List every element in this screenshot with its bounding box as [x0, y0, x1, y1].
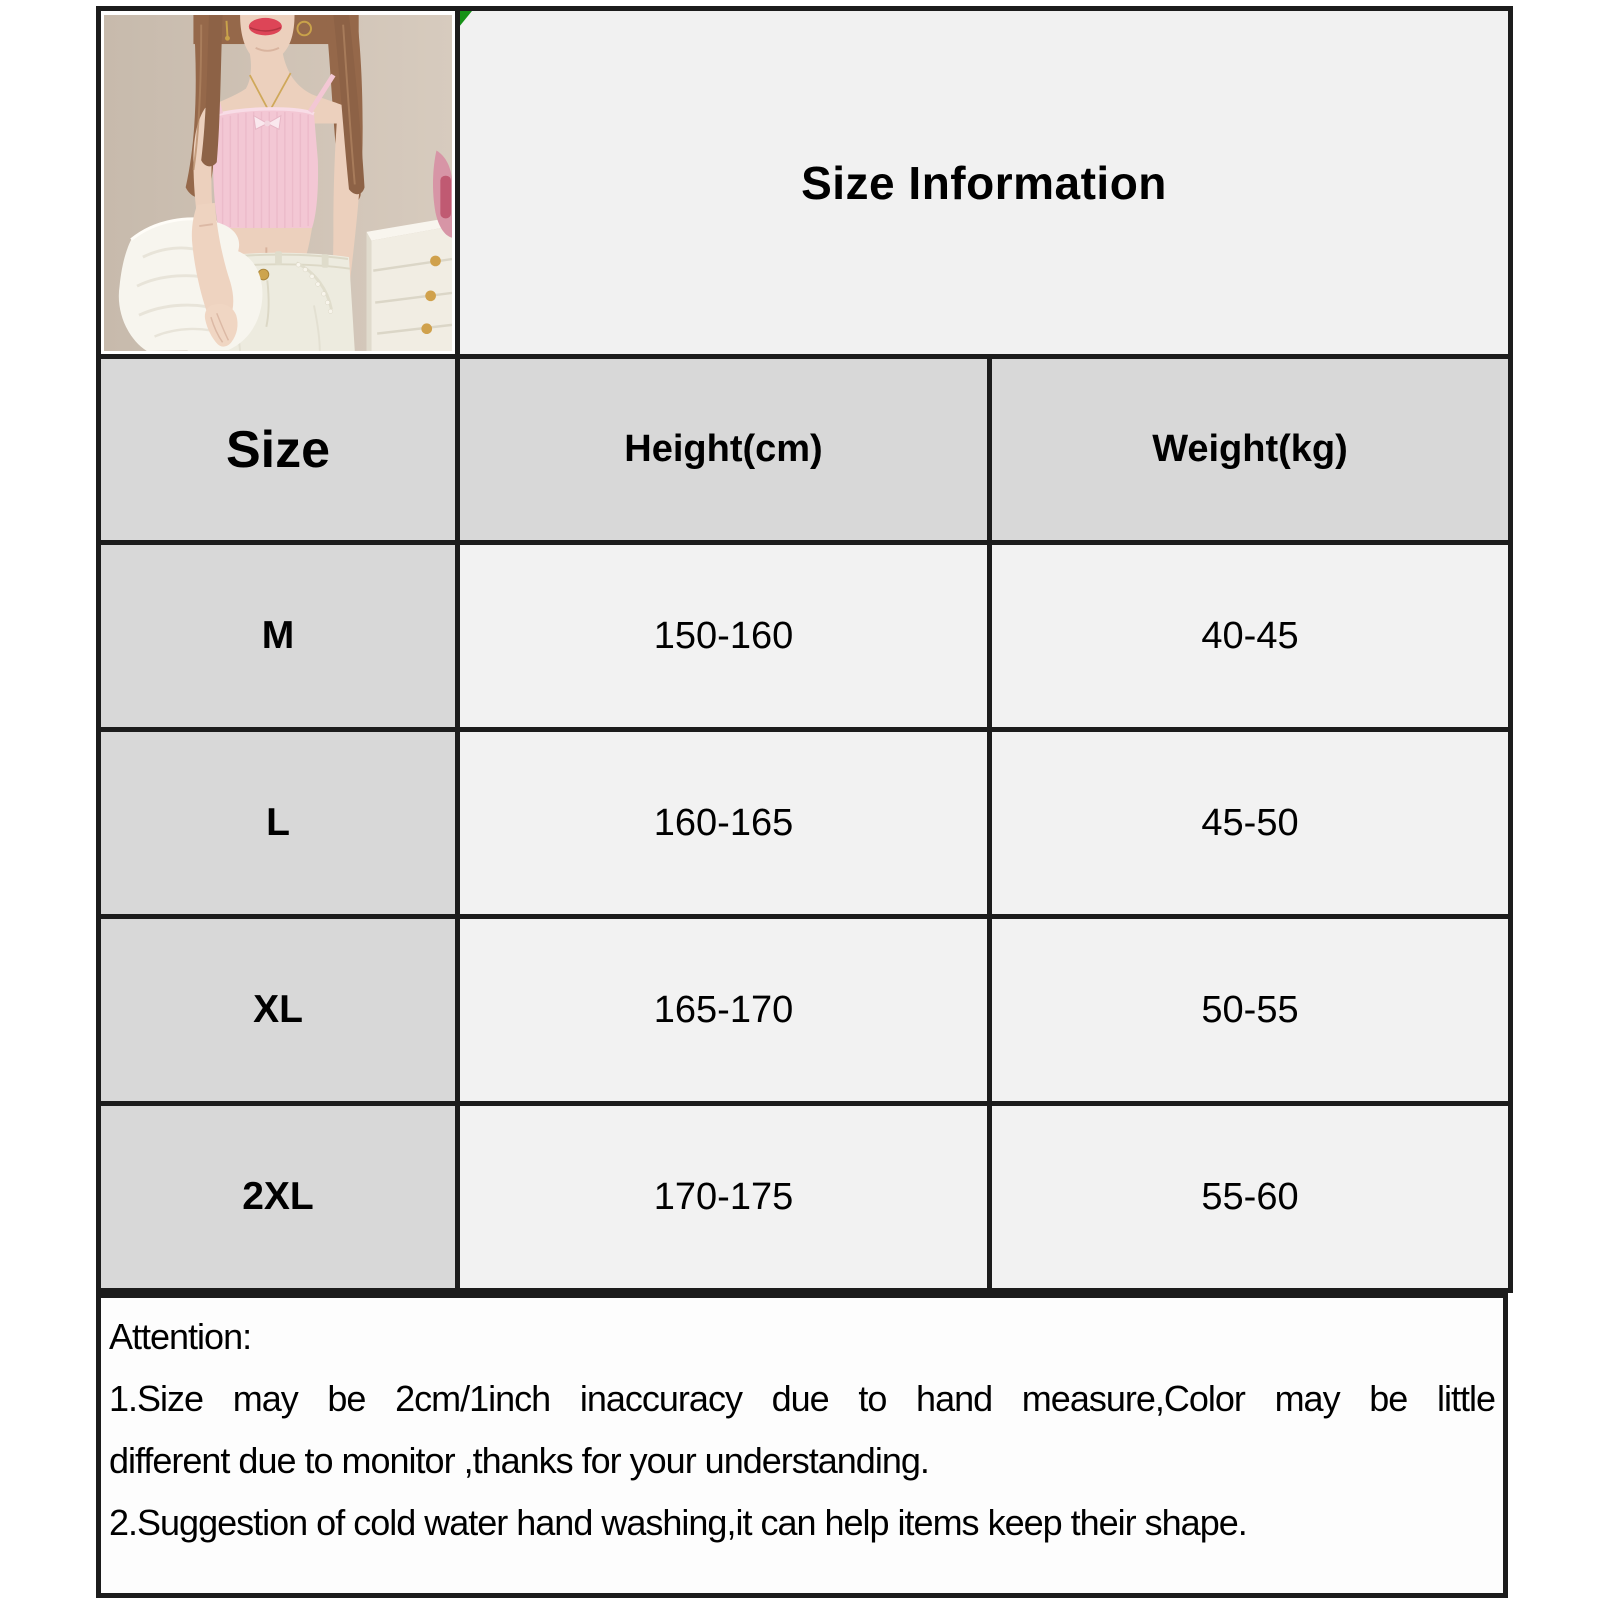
column-header-height: Height(cm)	[458, 357, 990, 543]
table-body	[99, 543, 1511, 1291]
attention-line: 2.Suggestion of cold water hand washing,it can help items keep their shape.	[109, 1502, 1247, 1543]
column-header-size: Size	[99, 357, 458, 543]
weight-cell: 45-50	[990, 730, 1511, 917]
weight-cell: 50-55	[990, 917, 1511, 1104]
size-cell: L	[99, 730, 458, 917]
table-header-row	[99, 357, 1511, 543]
attention-heading: Attention:	[109, 1316, 252, 1357]
height-cell: 170-175	[458, 1104, 990, 1291]
corner-marker-icon	[458, 9, 477, 33]
size-cell: M	[99, 543, 458, 730]
height-cell: 150-160	[458, 543, 990, 730]
size-cell: 2XL	[99, 1104, 458, 1291]
table-row	[99, 1104, 1511, 1291]
attention-note	[96, 1293, 1508, 1598]
size-chart-sheet	[96, 6, 1508, 1598]
dresser	[366, 217, 452, 351]
column-header-weight: Weight(kg)	[990, 357, 1511, 543]
attention-line: 1.Size may be 2cm/1inch inaccuracy due to hand measure,Color may be little	[109, 1378, 1495, 1419]
size-cell: XL	[99, 917, 458, 1104]
height-cell: 160-165	[458, 730, 990, 917]
weight-cell: 40-45	[990, 543, 1511, 730]
model-photo-illustration	[104, 15, 452, 351]
table-row	[99, 730, 1511, 917]
attention-lines	[109, 1368, 1495, 1554]
page-title: Size Information	[801, 156, 1167, 209]
size-table	[96, 6, 1513, 1293]
weight-cell: 55-60	[990, 1104, 1511, 1291]
attention-line: different due to monitor ,thanks for your understanding.	[109, 1440, 929, 1481]
lips	[249, 17, 282, 34]
table-row	[99, 543, 1511, 730]
height-cell: 165-170	[458, 917, 990, 1104]
title-cell	[458, 9, 1511, 357]
product-photo	[99, 9, 458, 357]
table-row	[99, 917, 1511, 1104]
